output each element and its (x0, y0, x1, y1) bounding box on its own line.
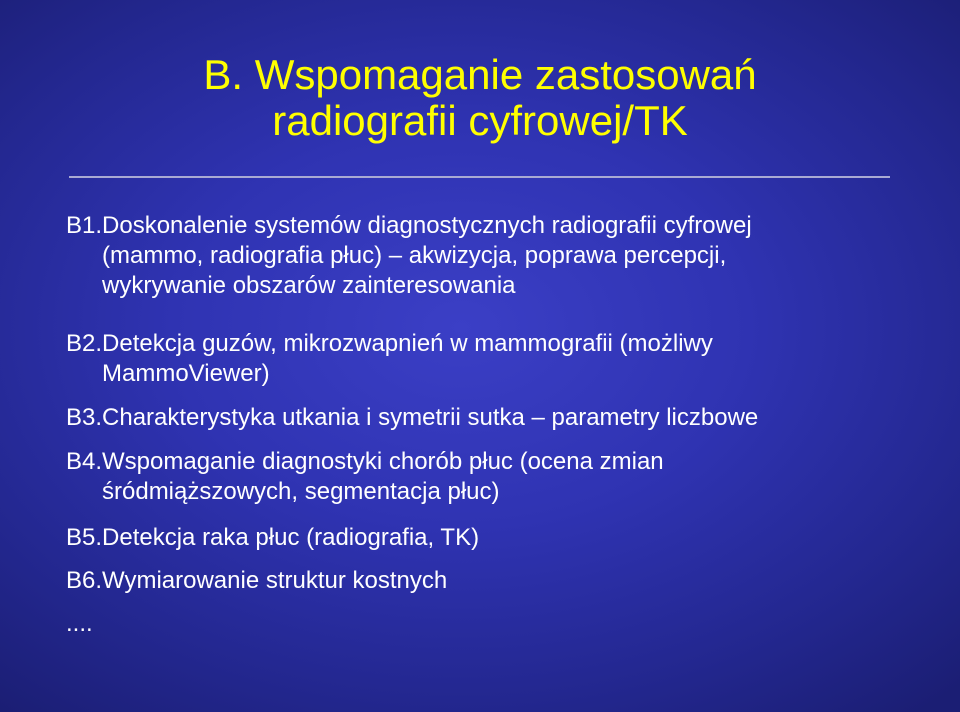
list-item-ellipsis (66, 609, 93, 639)
list-item-b5 (66, 523, 479, 553)
list-item-b4-line-2: śródmiąższowych, segmentacja płuc) (102, 478, 500, 505)
list-item-ellipsis-text: .... (66, 610, 93, 637)
slide-title-line-1: B. Wspomaganie zastosowań (203, 51, 757, 98)
list-item-b4-line-1: B4.Wspomaganie diagnostyki chorób płuc (ocena zmian (66, 448, 664, 475)
title-divider (69, 176, 890, 178)
list-item-b1-line-3: wykrywanie obszarów zainteresowania (102, 272, 516, 299)
list-item-b2 (66, 329, 713, 389)
list-item-b2-line-1: B2.Detekcja guzów, mikrozwapnień w mammografii (możliwy (66, 330, 713, 357)
list-item-b1 (66, 211, 752, 301)
list-item-b1-line-1: B1.Doskonalenie systemów diagnostycznych radiografii cyfrowej (66, 212, 752, 239)
list-item-b5-line-1: B5.Detekcja raka płuc (radiografia, TK) (66, 524, 480, 551)
list-item-b4 (66, 447, 664, 507)
list-item-b1-line-2: (mammo, radiografia płuc) – akwizycja, poprawa percepcji, (102, 242, 727, 269)
list-item-b6-line-1: B6.Wymiarowanie struktur kostnych (66, 567, 448, 594)
list-item-b2-line-2: MammoViewer) (102, 360, 270, 387)
list-item-b6 (66, 566, 447, 596)
list-item-b3 (66, 403, 758, 433)
slide-title (70, 52, 890, 144)
list-item-b3-line-1: B3.Charakterystyka utkania i symetrii sutka – parametry liczbowe (66, 404, 759, 431)
slide-title-line-2: radiografii cyfrowej/TK (272, 97, 688, 144)
